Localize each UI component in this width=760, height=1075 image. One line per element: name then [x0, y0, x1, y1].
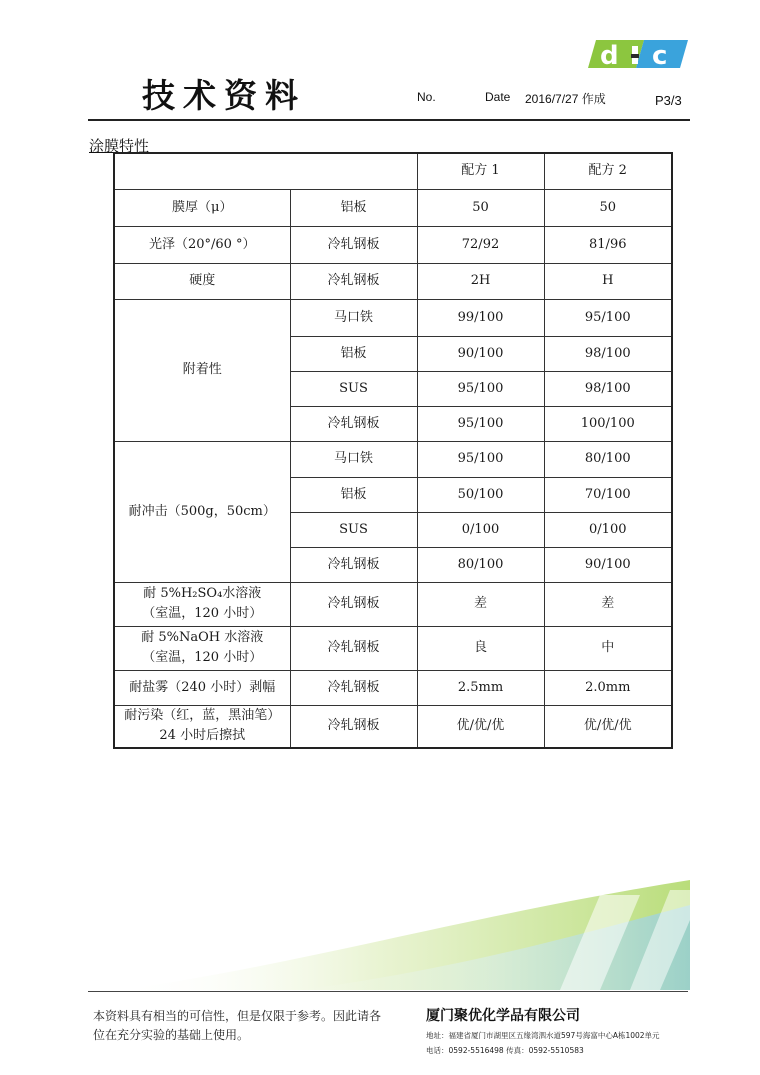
table-row: [114, 441, 672, 477]
property-cell: 硬度: [114, 263, 290, 299]
page-number: P3/3: [655, 93, 682, 108]
substrate-cell: 马口铁: [290, 299, 417, 336]
substrate-cell: 冷轧钢板: [290, 670, 417, 705]
coating-properties-table: [113, 152, 673, 749]
formula-2-cell: 50: [544, 189, 672, 226]
substrate-cell: 铝板: [290, 477, 417, 512]
property-line: 耐 5%NaOH 水溶液: [141, 630, 264, 645]
formula-1-cell: 优/优/优: [417, 705, 544, 748]
company-phone: 电话：0592-5516498 传真：0592-5510583: [426, 1046, 584, 1055]
formula-2-cell: 81/96: [544, 226, 672, 263]
disclaimer-line: 本资料具有相当的可信性，但是仅限于参考。因此请各: [93, 1009, 382, 1023]
table-header-row: [114, 153, 672, 189]
substrate-cell: SUS: [290, 371, 417, 406]
disclaimer-line: 位在充分实验的基础上使用。: [93, 1028, 250, 1042]
formula-2-cell: 2.0mm: [544, 670, 672, 705]
table-row: [114, 189, 672, 226]
table-row: [114, 226, 672, 263]
formula-1-cell: 99/100: [417, 299, 544, 336]
property-line: （室温，120 小时）: [142, 606, 263, 621]
table-row: [114, 705, 672, 748]
substrate-cell: 马口铁: [290, 441, 417, 477]
substrate-cell: 冷轧钢板: [290, 263, 417, 299]
formula-1-cell: 95/100: [417, 441, 544, 477]
substrate-cell: 冷轧钢板: [290, 547, 417, 582]
svg-text:c: c: [652, 41, 668, 71]
property-cell: [114, 626, 290, 670]
number-label: No.: [417, 90, 436, 104]
property-line: 耐 5%H₂SO₄水溶液: [143, 586, 262, 601]
property-cell: [114, 705, 290, 748]
company-name: 厦门聚优化学品有限公司: [426, 1008, 580, 1024]
formula-1-cell: 良: [417, 626, 544, 670]
formula-1-cell: 90/100: [417, 336, 544, 371]
substrate-cell: SUS: [290, 512, 417, 547]
substrate-cell: 铝板: [290, 336, 417, 371]
table-row: [114, 626, 672, 670]
empty-header-cell: [114, 153, 417, 189]
substrate-cell: 铝板: [290, 189, 417, 226]
property-cell: 光泽（20°/60 °）: [114, 226, 290, 263]
formula-1-cell: 差: [417, 582, 544, 626]
property-cell: 膜厚（μ）: [114, 189, 290, 226]
decorative-wave: [0, 860, 760, 995]
date-label: Date: [485, 90, 511, 104]
formula-1-cell: 72/92: [417, 226, 544, 263]
formula-2-cell: 100/100: [544, 406, 672, 441]
formula-2-cell: H: [544, 263, 672, 299]
column-header-formula-2: 配方 2: [544, 153, 672, 189]
formula-2-cell: 90/100: [544, 547, 672, 582]
table-row: [114, 582, 672, 626]
header-divider: [88, 119, 690, 121]
formula-1-cell: 80/100: [417, 547, 544, 582]
formula-2-cell: 0/100: [544, 512, 672, 547]
date-value: 2016/7/27 作成: [525, 92, 606, 106]
formula-1-cell: 2H: [417, 263, 544, 299]
substrate-cell: 冷轧钢板: [290, 406, 417, 441]
section-title: 涂膜特性: [89, 137, 150, 155]
formula-1-cell: 0/100: [417, 512, 544, 547]
substrate-cell: 冷轧钢板: [290, 226, 417, 263]
substrate-cell: 冷轧钢板: [290, 705, 417, 748]
document-title: 技术资料: [142, 76, 306, 115]
formula-1-cell: 50: [417, 189, 544, 226]
formula-2-cell: 95/100: [544, 299, 672, 336]
formula-2-cell: 98/100: [544, 336, 672, 371]
formula-1-cell: 95/100: [417, 406, 544, 441]
property-line: 耐污染（红，蓝，黑油笔）: [124, 708, 281, 724]
formula-2-cell: 中: [544, 626, 672, 670]
table-row: [114, 263, 672, 299]
company-address: 地址：福建省厦门市湖里区五缘湾泗水道597号海富中心A栋1002单元: [426, 1031, 660, 1040]
dic-logo: [586, 37, 690, 71]
property-cell: 耐冲击（500g，50cm）: [114, 441, 290, 582]
substrate-cell: 冷轧钢板: [290, 626, 417, 670]
formula-1-cell: 50/100: [417, 477, 544, 512]
property-cell: 附着性: [114, 299, 290, 441]
svg-text:d: d: [600, 41, 619, 71]
formula-2-cell: 98/100: [544, 371, 672, 406]
column-header-formula-1: 配方 1: [417, 153, 544, 189]
formula-2-cell: 优/优/优: [544, 705, 672, 748]
disclaimer: [93, 1007, 381, 1045]
property-cell: [114, 582, 290, 626]
formula-1-cell: 2.5mm: [417, 670, 544, 705]
property-line: （室温，120 小时）: [142, 650, 263, 665]
property-line: 24 小时后擦拭: [159, 728, 246, 744]
table-row: [114, 670, 672, 705]
formula-2-cell: 差: [544, 582, 672, 626]
formula-1-cell: 95/100: [417, 371, 544, 406]
table-row: [114, 299, 672, 336]
property-cell: 耐盐雾（240 小时）剥幅: [114, 670, 290, 705]
substrate-cell: 冷轧钢板: [290, 582, 417, 626]
formula-2-cell: 70/100: [544, 477, 672, 512]
formula-2-cell: 80/100: [544, 441, 672, 477]
footer-divider: [88, 991, 688, 992]
